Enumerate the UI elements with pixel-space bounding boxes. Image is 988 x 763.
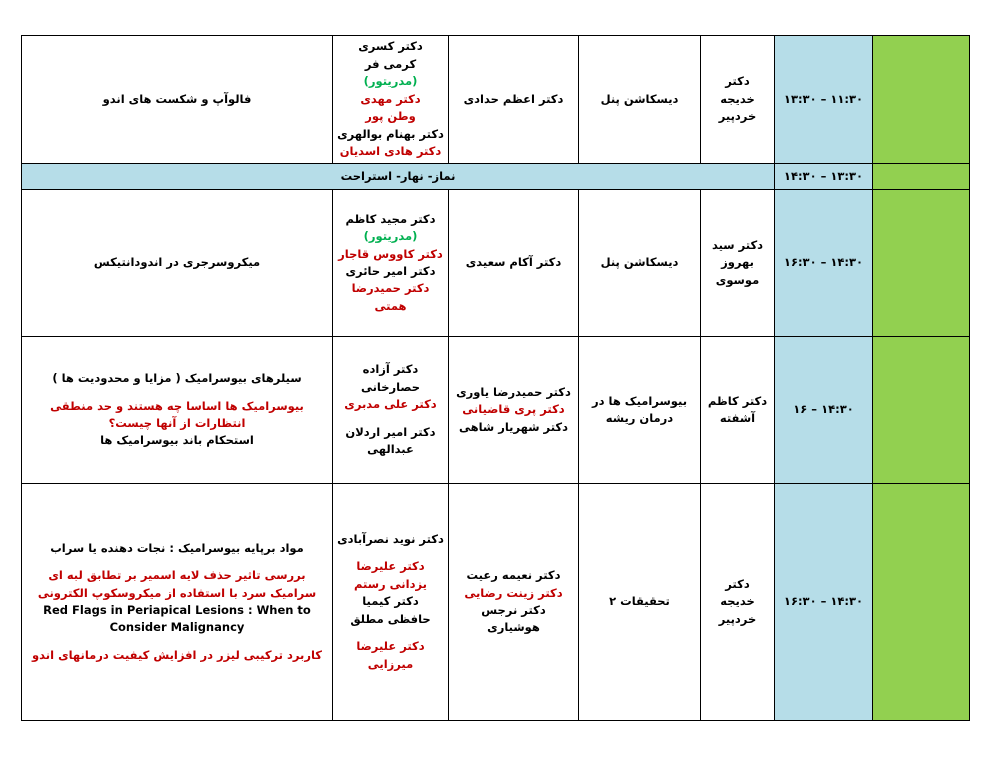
chair-name: خدیجه <box>720 91 755 106</box>
topics-cell <box>22 190 333 337</box>
panelist-name: دکتر کیمیا <box>362 594 419 609</box>
spacer <box>337 628 444 638</box>
moderator-note: (مدریتور) <box>363 74 418 89</box>
green-cell <box>873 190 970 337</box>
panelist-name: دکتر علیرضا میرزایی <box>356 639 425 671</box>
session-type-cell: بیوسرامیک ها در درمان ریشه <box>579 337 701 484</box>
chair-name: دکتر <box>725 576 750 591</box>
chair-name: آشفته <box>719 411 756 425</box>
panelist-name: دکتر امیر حائری <box>345 264 436 278</box>
spacer <box>337 548 444 558</box>
session-row <box>22 337 970 484</box>
green-cell <box>873 484 970 721</box>
panelist-name: عبدالهی <box>367 442 414 457</box>
chair-cell <box>701 190 775 337</box>
moderator-name: دکتر حمیدرضا یاوری <box>456 384 571 399</box>
chair-name: خردپیر <box>718 611 757 626</box>
session-type-cell: دیسکاشن پنل <box>579 36 701 164</box>
panelists-cell <box>333 337 449 484</box>
spacer <box>337 414 444 424</box>
green-cell <box>873 164 970 190</box>
moderator-name: دکتر نرجس هوشیاری <box>481 603 546 635</box>
panelist-name: دکتر مجید کاظم <box>345 211 436 226</box>
chair-cell <box>701 36 775 164</box>
topic-title: کاربرد ترکیبی لیزر در افزایش کیفیت درمانهای اندو <box>32 647 322 662</box>
panelist-name: حصارخانی <box>360 379 421 394</box>
topic-title: Red Flags in Periapical Lesions : When to Consider Malignancy <box>43 603 311 635</box>
spacer <box>26 637 328 647</box>
green-cell <box>873 36 970 164</box>
topics-cell <box>22 484 333 721</box>
topic-title: بیوسرامیک ها اساسا چه هستند و حد منطقی انتظارات از آنها چیست؟ <box>50 398 304 430</box>
moderator-cell: دکتر اعظم حدادی <box>449 36 579 164</box>
panelist-name: حافظی مطلق <box>350 611 431 626</box>
session-type-cell: دیسکاشن پنل <box>579 190 701 337</box>
moderator-cell <box>449 484 579 721</box>
moderator-name: دکتر پری قاضیانی <box>462 402 565 417</box>
topic-title: میکروسرجری در اندودانتیکس <box>93 255 261 270</box>
panelist-name: دکتر علی مدبری <box>344 397 437 412</box>
panelist-name: دکتر هادی اسدیان <box>339 144 442 159</box>
session-row <box>22 36 970 164</box>
panelists-cell <box>333 190 449 337</box>
time-cell: ۱۴:۳۰ – ۱۶:۳۰ <box>775 484 873 721</box>
topic-title: سیلرهای بیوسرامیک ( مزایا و محدودیت ها ) <box>52 371 302 386</box>
green-cell <box>873 337 970 484</box>
time-cell: ۱۴:۳۰ – ۱۶ <box>775 337 873 484</box>
panelists-cell <box>333 36 449 164</box>
panelist-name: دکتر علیرضا <box>356 559 425 574</box>
chair-name: بهروز <box>721 255 754 270</box>
time-cell: ۱۱:۳۰ – ۱۳:۳۰ <box>775 36 873 164</box>
break-row <box>22 164 970 190</box>
chair-name: خدیجه <box>720 594 755 609</box>
topics-cell <box>22 36 333 164</box>
topic-title: استحکام باند بیوسرامیک ها <box>100 433 254 448</box>
panelist-name: همتی <box>374 298 407 313</box>
moderator-cell <box>449 337 579 484</box>
spacer <box>26 557 328 567</box>
topics-cell <box>22 337 333 484</box>
moderator-name: دکتر زینت رضایی <box>464 585 563 600</box>
session-row <box>22 484 970 721</box>
moderator-name: دکتر شهریار شاهی <box>459 419 568 434</box>
topic-title: فالوآپ و شکست های اندو <box>102 91 252 106</box>
chair-name: دکتر <box>725 74 750 89</box>
moderator-cell: دکتر آکام سعیدی <box>449 190 579 337</box>
session-type-cell: تحقیقات ۲ <box>579 484 701 721</box>
chair-name: دکتر سید <box>711 237 764 252</box>
panelists-cell <box>333 484 449 721</box>
session-row <box>22 190 970 337</box>
schedule-table <box>21 35 970 721</box>
break-cell: نماز- نهار- استراحت <box>22 164 775 190</box>
panelist-name: دکتر مهدی <box>360 91 421 106</box>
panelist-name: کرمی فر (مدریتور) <box>363 56 418 89</box>
topic-title: بررسی تاثیر حذف لایه اسمیر بر تطابق لبه ای سرامیک سرد با استفاده از میکروسکوپ الکترونی <box>37 568 317 600</box>
panelist-name: (مدریتور) <box>363 229 418 244</box>
time-cell: ۱۴:۳۰ – ۱۶:۳۰ <box>775 190 873 337</box>
panelist-name: دکتر کاووس قاجار <box>338 246 443 261</box>
time-cell: ۱۳:۳۰ – ۱۴:۳۰ <box>775 164 873 190</box>
panelist-name: دکتر حمیدرضا <box>351 281 430 296</box>
chair-name: موسوی <box>715 272 760 287</box>
topic-title: مواد برپایه بیوسرامیک : نجات دهنده یا سراب <box>50 540 304 555</box>
spacer <box>26 388 328 398</box>
panelist-name: دکتر امیر اردلان <box>345 424 436 439</box>
chair-name: خردپیر <box>718 109 757 124</box>
panelist-name: وطن پور <box>365 109 416 124</box>
chair-cell <box>701 484 775 721</box>
panelist-name: دکتر نوید نصرآبادی <box>337 531 444 546</box>
panelist-name: دکتر بهنام بوالهری <box>337 126 444 141</box>
chair-cell <box>701 337 775 484</box>
panelist-name: دکتر آزاده <box>362 362 419 377</box>
chair-name: دکتر کاظم <box>707 393 768 408</box>
panelist-name: دکتر کسری <box>358 39 423 54</box>
panelist-name: یزدانی رستم <box>354 576 427 591</box>
moderator-name: دکتر نعیمه رعیت <box>466 568 561 583</box>
